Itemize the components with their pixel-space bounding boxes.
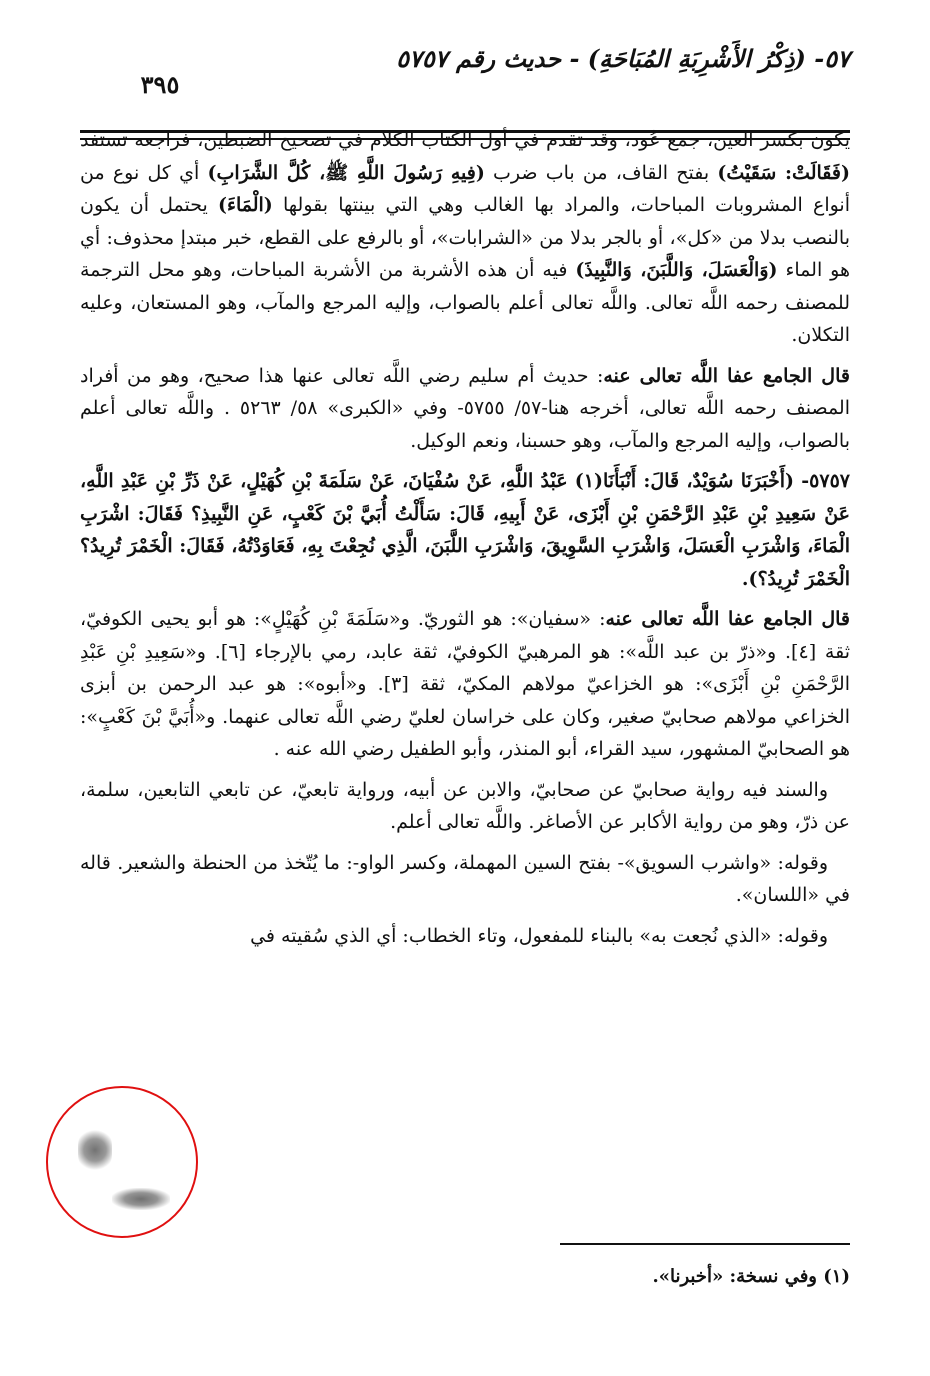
text-segment: والسند فيه رواية صحابيّ عن صحابيّ، والابن عن أبيه، ورواية تابعيّ، عن تابعي التابعين، سلمة، عن ذرّ، وهو من رواية الأكابر عن الأصاغر. واللَّه تعالى أعلم. [80, 778, 850, 833]
page-header [80, 44, 850, 104]
footnote: (١) وفي نسخة: «أخبرنا». [652, 1266, 850, 1287]
text-segment: : «سفيان»: هو الثوريّ. و«سَلَمَةَ بْنِ كُهَيْلٍ»: هو أبو يحيى الكوفيّ، ثقة [٤]. و«ذرّ بن عبد اللَّه»: هو المرهبيّ الكوفيّ، ثقة عابد، رمي بالإرجاء [٦]. و«سَعِيدِ بْنِ عَبْدِ الرَّحْمَنِ بْنِ أَبْزَى»: هو الخزاعيّ مولاهم المكيّ، ثقة [٣]. و«أبوه»: هو عبد الرحمن بن أبزى الخزاعي مولاهم صحابيّ صغير، وكان على خراسان لعليّ رضي اللَّه تعالى عنهما. و«أُبَيَّ بْنَ كَعْبٍ»: هو الصحابيّ المشهور، سيد القراء، أبو المنذر، وأبو الطفيل رضي الله عنه . [80, 608, 851, 760]
running-title: ٥٧- (ذِكْرُ الأَشْرِبَةِ المُبَاحَةِ) - حديث رقم ٥٧٥٧ [396, 44, 850, 73]
ink-smudge [78, 1128, 112, 1172]
text-segment: يحتمل أن يكون بالنصب بدلا من «كل»، أو بالجر بدلا من «الشرابات»، أو بالرفع على القطع، خبر مبتدإ محذوف: أي هو الماء [80, 194, 850, 281]
main-text [80, 124, 850, 960]
text-segment: فيه أن هذه الأشربة من الأشربة المباحات، وهو محل الترجمة للمصنف رحمه اللَّه تعالى. واللَّه تعالى أعلم بالصواب، وإليه المرجع والمآب، وهو المستعان، وعليه التكلان. [80, 259, 850, 346]
paragraph [80, 465, 850, 595]
bold-text-segment: (وَالْعَسَلَ، وَاللَّبَنَ، وَالنَّبِيذَ) [575, 259, 778, 281]
paragraph [80, 360, 850, 458]
text-segment: أي كل نوع من أنواع المشروبات المباحات، والمراد بها الغالب وهي التي بينتها بقولها [80, 161, 851, 216]
text-segment: : حديث أم سليم رضي اللَّه تعالى عنها هذا صحيح، وهو من أفراد المصنف رحمه اللَّه تعالى، أخرجه هنا-٥٧/ ٥٧٥٥- وفي «الكبرى» ٥٨/ ٥٢٦٣ . واللَّه تعالى أعلم بالصواب، وإليه المرجع والمآب، وهو حسبنا، ونعم الوكيل. [80, 364, 850, 452]
ink-smudge [112, 1188, 170, 1210]
bold-text-segment: قال الجامع عفا اللَّه تعالى عنه [605, 608, 850, 630]
paragraph [80, 124, 850, 352]
text-segment: وقوله: «الذي نُجعت به» بالبناء للمفعول، وتاء الخطاب: أي الذي سُقيته في [250, 924, 828, 947]
paragraph [80, 774, 850, 839]
bold-text-segment: ٥٧٥٧- (أَخْبَرَنَا سُوَيْدٌ، قَالَ: أَنْبَأَنَا(١) عَبْدُ اللَّهِ، عَنْ سُفْيَانَ، عَنْ سَلَمَةَ بْنِ كُهَيْلٍ، عَنْ ذَرِّ بْنِ عَبْدِ اللَّهِ، عَنْ سَعِيدِ بْنِ عَبْدِ الرَّحْمَنِ بْنِ أَبْزَى، عَنْ أَبِيهِ، قَالَ: سَأَلْتُ أُبَيَّ بْنَ كَعْبٍ، عَنِ النَّبِيذِ؟ فَقَالَ: اشْرَبِ الْمَاءَ، وَاشْرَبِ الْعَسَلَ، وَاشْرَبِ السَّوِيقَ، وَاشْرَبِ اللَّبَنَ، الَّذِي نُجِعْتَ بِهِ، فَعَاوَدْتُهُ، فَقَالَ: الْخَمْرَ تُرِيدُ؟ الْخَمْرَ تُرِيدُ؟). [80, 470, 850, 590]
bold-text-segment: (فَقَالَتْ: سَقَيْتُ) [717, 161, 850, 184]
footnote-separator [560, 1243, 850, 1245]
text-segment: بفتح القاف، من باب ضرب [484, 161, 718, 184]
text-segment: وقوله: «واشرب السويق»- بفتح السين المهملة، وكسر الواو-: ما يُتّخذ من الحنطة والشعير. قاله في «اللسان». [80, 851, 850, 906]
paragraph [80, 920, 850, 953]
bold-text-segment: (فِيهِ رَسُولَ اللَّهِ ﷺ، كُلَّ الشَّرَابِ) [207, 161, 485, 184]
text-segment: يكون بكسر العين، جمع عُود، وقد تقدم في أول الكتاب الكلام في تصحيح الضبطين، فراجعه تستفد [80, 129, 850, 151]
page-number: ٣٩٥ [140, 70, 180, 99]
paragraph [80, 603, 850, 766]
paragraph [80, 847, 850, 912]
red-circle-mark [46, 1086, 198, 1238]
bold-text-segment: (الْمَاءَ) [218, 194, 273, 216]
bold-text-segment: قال الجامع عفا اللَّه تعالى عنه [603, 364, 850, 387]
